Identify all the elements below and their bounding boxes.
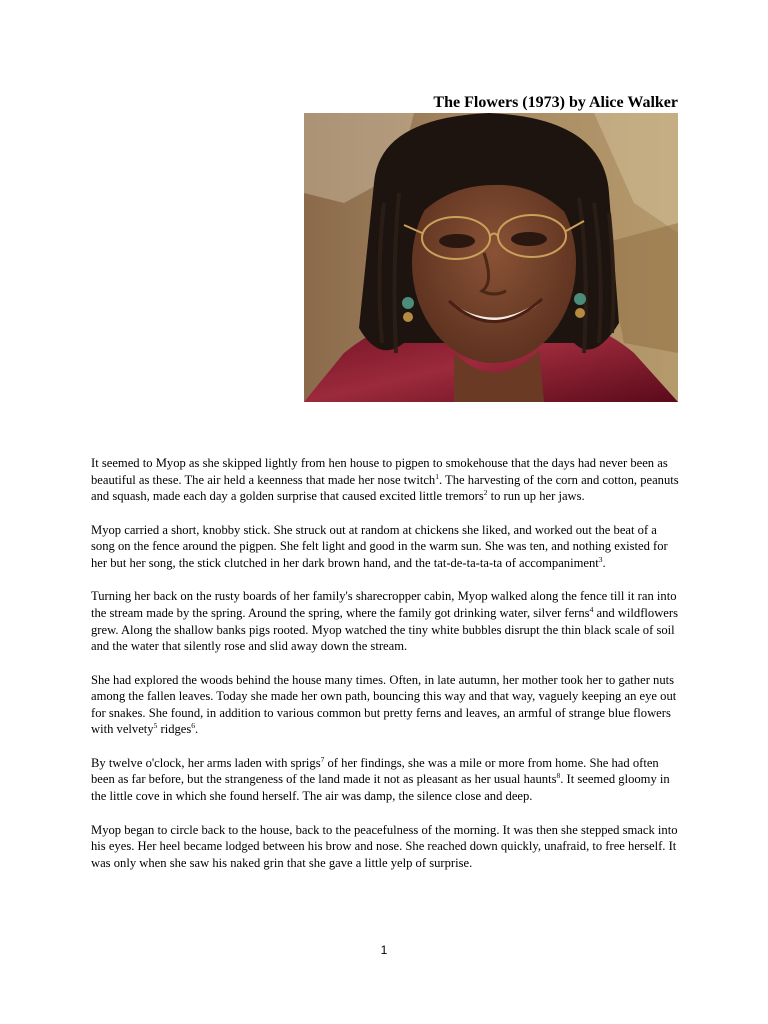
author-portrait-image (304, 113, 678, 402)
paragraph-1: It seemed to Myop as she skipped lightly from hen house to pigpen to smokehouse that the days had never been as beautiful as these. The air held a keenness that made her nose twitch$^1$. The harvesting of the corn and cotton, peanuts and squash, made each day a golden surprise that caused excited little tremors$^2$ to run up her jaws. (91, 456, 679, 504)
paragraph-3: Turning her back on the rusty boards of her family's sharecropper cabin, Myop walked along the fence till it ran into the stream made by the spring. Around the spring, where the family got drinking water, silver ferns$^4$ and wildflowers grew. Along the shallow banks pigs rooted. Myop watched the tiny white bubbles disrupt the thin black scale of soil and the water that silently rose and slid away down the stream. (91, 589, 678, 654)
paragraph-5: By twelve o'clock, her arms laden with sprigs$^7$ of her findings, she was a mile or more from home. She had often been as far before, but the strangeness of the land made it not as pleasant as her usual haunts$^8$. It seemed gloomy in the little cove in which she found herself. The air was damp, the silence close and deep. (91, 754, 670, 804)
footnote-marker: 3 (598, 554, 603, 564)
footnote-marker: 8 (556, 771, 561, 781)
footnote-marker: 6 (191, 721, 196, 731)
page-number: 1 (380, 943, 388, 957)
paragraph-4: She had explored the woods behind the house many times. Often, in late autumn, her mother took her to gather nuts among the fallen leaves. Today she made her own path, bouncing this way and that way, vaguely keeping an eye out for snakes. She found, in addition to various common but pretty ferns and leaves, an armful of strange blue flowers with velvety$^5$ ridges$^6$. (91, 672, 677, 737)
footnote-marker: 7 (320, 754, 325, 764)
footnote-marker: 4 (589, 604, 594, 614)
footnote-marker: 2 (483, 488, 488, 497)
footnote-marker: 5 (153, 721, 158, 731)
paragraph-2: Myop carried a short, knobby stick. She struck out at random at chickens she liked, and worked out the beat of a song on the fence around the pigpen. She felt light and good in the warm sun. She was ten, and nothing existed for her but her song, the stick clutched in her dark brown hand, and the tat-de-ta-ta-ta of accompaniment$^3$. (91, 522, 668, 570)
story-text (91, 455, 681, 888)
footnote-marker: 1 (435, 471, 439, 481)
document-title: The Flowers (1973) by Alice Walker (433, 94, 678, 111)
paragraph-6: Myop began to circle back to the house, back to the peacefulness of the morning. It was then she stepped smack into his eyes. Her heel became lodged between his brow and nose. She reached down quickly, unafraid, to free herself. It was only when she saw his naked grin that she gave a little yelp of surprise. (91, 822, 678, 870)
